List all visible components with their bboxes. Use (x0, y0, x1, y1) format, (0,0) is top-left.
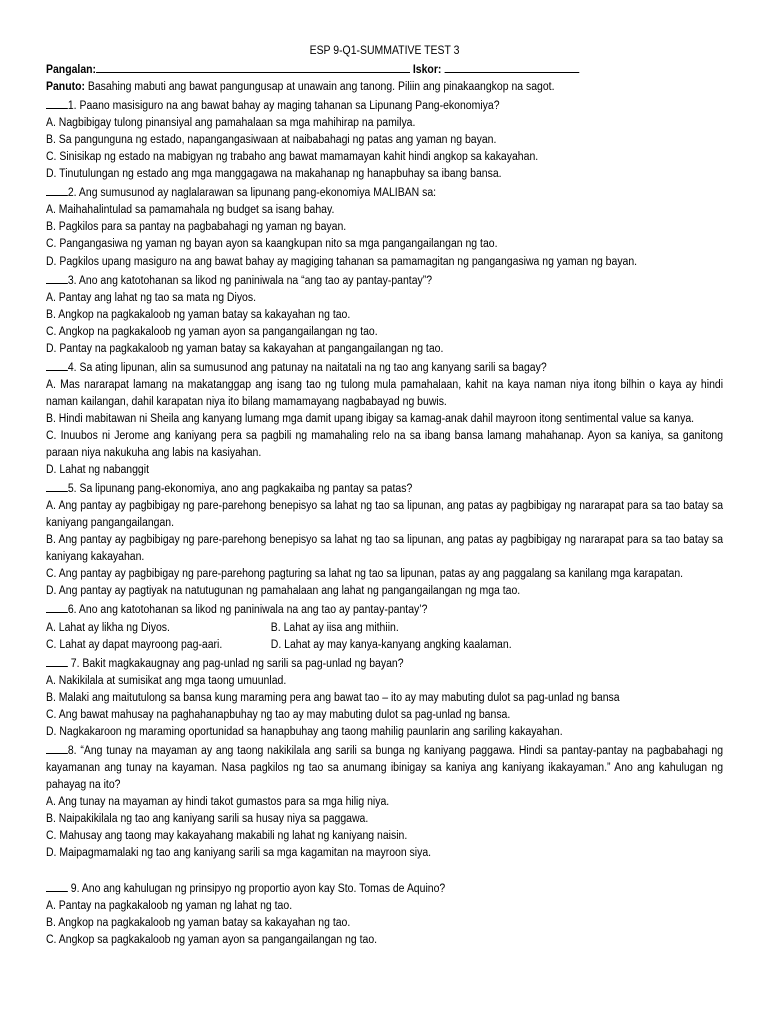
question-stem: 9. Ano ang kahulugan ng prinsipyo ng proportio ayon kay Sto. Tomas de Aquino? (67, 883, 446, 896)
question-6 (46, 600, 723, 619)
choice-3a: A. Pantay ang lahat ng tao sa mata ng Diyos. (46, 291, 257, 304)
choice-3d: D. Pantay na pagkakaloob ng yaman batay sa kakayahan at pangangailangan ng tao. (46, 342, 444, 355)
question-stem: 4. Sa ating lipunan, alin sa sumusunod ang patunay na naitatali na ng tao ang kanyang sarili sa bagay? (67, 361, 547, 374)
choice-9a: A. Pantay na pagkakaloob ng yaman ng lahat ng tao. (46, 900, 293, 913)
choice-8d: D. Maipagmamalaki ng tao ang kaniyang sarili sa mga kagamitan na mayroon siya. (46, 847, 432, 860)
choice-8a: A. Ang tunay na mayaman ay hindi takot gumastos para sa mga hilig niya. (46, 795, 390, 808)
choice-1a: A. Nagbibigay tulong pinansiyal ang pamahalaan sa mga mahihirap na pamilya. (46, 117, 416, 130)
instructions (46, 79, 723, 96)
choice-7a: A. Nakikilala at sumisikat ang mga taong umuunlad. (46, 674, 287, 687)
answer-blank-6[interactable] (46, 600, 68, 613)
choice-2a: A. Maihahalintulad sa pamamahala ng budget sa isang bahay. (46, 204, 335, 217)
choice-2c: C. Pangangasiwa ng yaman ng bayan ayon sa kaangkupan nito sa mga pangangailangan ng tao. (46, 238, 498, 251)
choice-8b: B. Naipakikilala ng tao ang kaniyang sarili sa husay niya sa paggawa. (46, 813, 369, 826)
choice-1d: D. Tinutulungan ng estado ang mga manggagawa na makahanap ng hanapbuhay sa ibang bansa. (46, 168, 502, 181)
answer-blank-9[interactable] (46, 879, 68, 892)
choices-6-row-1 (46, 620, 723, 637)
question-5 (46, 479, 723, 498)
choice-2d: D. Pagkilos upang masiguro na ang bawat bahay ay magiging tahanan sa pamamagitan ng pangangasiwa ng yaman ng bayan. (46, 255, 638, 268)
question-9 (46, 879, 723, 898)
answer-blank-4[interactable] (46, 358, 68, 371)
test-title: ESP 9-Q1-SUMMATIVE TEST 3 (309, 45, 460, 57)
question-1 (46, 96, 723, 115)
question-4 (46, 358, 723, 377)
choice-4d: D. Lahat ng nabanggit (46, 464, 150, 477)
choice-4b: B. Hindi mabitawan ni Sheila ang kanyang lumang mga damit upang ibigay sa kamag-anak dahil mayroon itong sentimental value sa kanya. (46, 412, 695, 425)
answer-blank-3[interactable] (46, 271, 68, 284)
question-stem: 1. Paano masisiguro na ang bawat bahay ay maging tahanan sa Lipunang Pang-ekonomiya? (67, 100, 500, 113)
question-stem: 3. Ano ang katotohanan sa likod ng paniniwala na “ang tao ay pantay-pantay”? (67, 274, 433, 287)
choice-3c: C. Angkop na pagkakaloob ng yaman ayon sa pangangailangan ng tao. (46, 325, 378, 338)
choice-3b: B. Angkop na pagkakaloob ng yaman batay sa kakayahan ng tao. (46, 308, 351, 321)
choice-5d: D. Ang pantay ay pagtiyak na natutugunan ng pamahalaan ang lahat ng pangangailangan ng mga tao. (46, 585, 521, 598)
answer-blank-7[interactable] (46, 654, 68, 667)
answer-blank-1[interactable] (46, 96, 68, 109)
score-label: Iskor: (412, 64, 442, 76)
choice-5a: A. Ang pantay ay pagbibigay ng pare-parehong benepisyo sa lahat ng tao sa lipunan, ang patas ay pagbibigay ng nararapat para sa tao batay sa kaniyang pangangailangan. (46, 500, 724, 530)
choice-1b: B. Sa pangunguna ng estado, napangangasiwaan at naibabahagi ng patas ang yaman ng bayan. (46, 134, 497, 147)
choice-7c: C. Ang bawat mahusay na paghahanapbuhay ng tao ay may mabuting dulot sa pag-unlad ng bansa. (46, 708, 511, 721)
choice-9b: B. Angkop na pagkakaloob ng yaman batay sa kakayahan ng tao. (46, 917, 351, 930)
name-blank[interactable] (96, 60, 410, 73)
score-blank[interactable] (444, 60, 579, 73)
answer-blank-8[interactable] (46, 741, 68, 754)
question-stem: 7. Bakit magkakaugnay ang pag-unlad ng sarili sa pag-unlad ng bayan? (67, 657, 404, 670)
name-score-line (46, 60, 723, 79)
choice-7b: B. Malaki ang maitutulong sa bansa kung maraming pera ang bawat tao – ito ay may mabuting dulot sa pag-unlad ng bansa (46, 691, 620, 704)
choice-9c: C. Angkop sa pagkakaloob ng yaman ayon sa pangangailangan ng tao. (46, 934, 378, 947)
question-2 (46, 183, 723, 202)
choice-6a: A. Lahat ay likha ng Diyos. (46, 621, 170, 634)
question-8 (46, 741, 723, 794)
choice-6c: C. Lahat ay dapat mayroong pag-aari. (46, 638, 223, 651)
question-stem: 2. Ang sumusunod ay naglalarawan sa lipunang pang-ekonomiya MALIBAN sa: (67, 187, 437, 200)
choice-7d: D. Nagkakaroon ng maraming oportunidad sa hanapbuhay ang taong mahilig paunlarin ang sariling kakayahan. (46, 725, 563, 738)
instructions-text: Basahing mabuti ang bawat pangungusap at unawain ang tanong. Piliin ang pinakaangkop na sagot. (84, 81, 555, 94)
choice-1c: C. Sinisikap ng estado na mabigyan ng trabaho ang bawat mamamayan kahit hindi angkop sa kakayahan. (46, 151, 539, 164)
choice-4c: C. Inuubos ni Jerome ang kaniyang pera sa pagbili ng mamahaling relo na sa ibang bansa lamang mahahanap. Ayon sa kaniya, sa ganitong paraan niya nakukuha ang labis na kasiyahan. (46, 429, 724, 460)
name-label: Pangalan: (46, 64, 97, 76)
choice-5b: B. Ang pantay ay pagbibigay ng pare-parehong benepisyo sa lahat ng tao sa lipunan, ang patas ay pagbibigay ng nararapat para sa tao batay sa kaniyang kakayahan. (46, 534, 724, 564)
choice-8c: C. Mahusay ang taong may kakayahang makabili ng lahat ng kaniyang naisin. (46, 830, 408, 843)
choice-2b: B. Pagkilos para sa pantay na pagbabahagi ng yaman ng bayan. (46, 221, 347, 234)
instructions-label: Panuto: (46, 81, 85, 94)
choice-4a: A. Mas nararapat lamang na makatanggap ang isang tao ng tulong mula pamahalaan, kahit na kaya naman niya itong bilhin o kaya ay hindi naman kailangan, dahil karapatan niya ito bilang mamamayang nagbabayad ng buwis. (46, 378, 724, 408)
question-7 (46, 654, 723, 673)
choice-5c: C. Ang pantay ay pagbibigay ng pare-parehong pagturing sa lahat ng tao sa lipunan, patas ay ang paggalang sa kanilang mga karapatan. (46, 568, 684, 581)
question-stem: 5. Sa lipunang pang-ekonomiya, ano ang pagkakaiba ng pantay sa patas? (67, 483, 413, 496)
spacer (46, 862, 723, 879)
test-page (46, 43, 723, 949)
answer-blank-5[interactable] (46, 479, 68, 492)
choices-6-row-2 (46, 637, 723, 654)
question-3 (46, 271, 723, 290)
question-stem: 8. “Ang tunay na mayaman ay ang taong nakikilala ang sarili sa bunga ng kaniyang paggawa. Hindi sa pantay-pantay na pagbabahagi ng kayamanan ang tunay na kayaman. Nasa pagkilos ng tao sa anumang ibinigay sa kaniya ang kaniyang ikakayaman.” Ano ang kahulugan ng pahayag na ito? (46, 744, 724, 791)
choice-6d: D. Lahat ay may kanya-kanyang angking kaalaman. (270, 638, 512, 651)
question-stem: 6. Ano ang katotohanan sa likod ng paniniwala na ang tao ay pantay-pantay’? (67, 604, 428, 617)
answer-blank-2[interactable] (46, 183, 68, 196)
choice-6b: B. Lahat ay iisa ang mithiin. (270, 621, 399, 634)
